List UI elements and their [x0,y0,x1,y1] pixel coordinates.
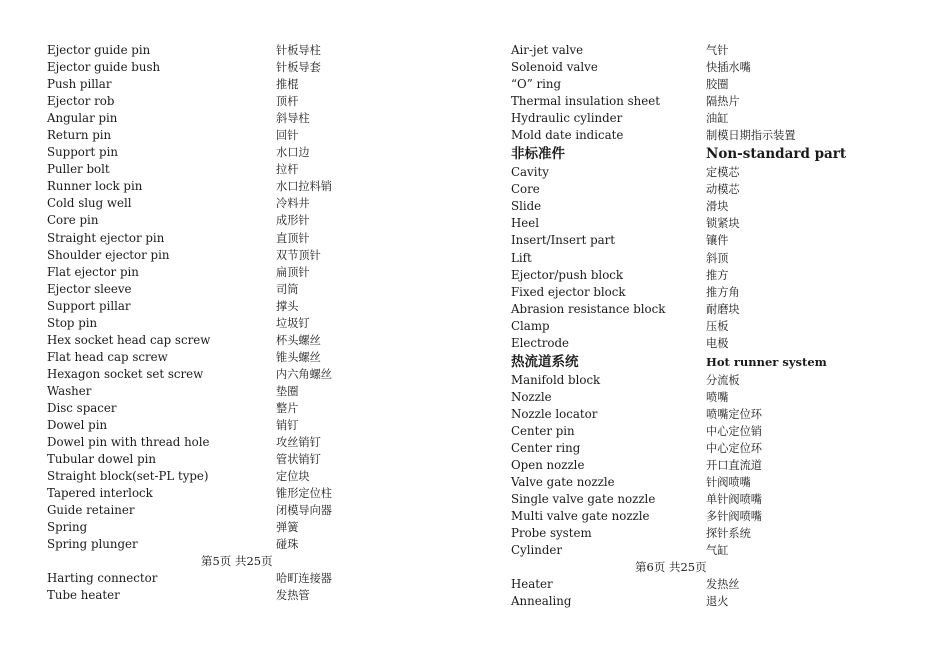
term-chinese: 拉杆 [276,163,299,177]
term-english: Open nozzle [511,458,585,473]
term-chinese: 发热管 [276,589,310,603]
term-row [511,508,931,525]
term-row [511,335,931,352]
term-chinese: 内六角螺丝 [276,367,332,381]
term-chinese: 快插水嘴 [706,61,751,75]
term-row [511,76,931,93]
term-row [511,301,931,318]
term-english: Flat head cap screw [47,349,168,364]
term-chinese: 弹簧 [276,521,299,535]
term-english: Mold date indicate [511,128,624,143]
term-english: Tube heater [47,588,120,603]
term-chinese: 攻丝销钉 [276,436,321,450]
term-english: Washer [47,383,92,398]
term-english: Ejector rob [47,94,115,109]
term-chinese: 直顶针 [276,231,310,245]
term-chinese: 喷嘴 [706,390,729,404]
term-english: Core pin [47,213,99,228]
term-english: Support pin [47,145,118,160]
term-english: Ejector sleeve [47,281,132,296]
term-english: Straight block(set-PL type) [47,469,209,484]
term-chinese: 垫圈 [276,384,299,398]
term-english: Push pillar [47,77,112,92]
term-english: Center pin [511,423,575,438]
term-row [47,417,467,434]
term-english: Spring plunger [47,537,138,552]
term-chinese: 镶件 [706,234,729,248]
term-row [511,440,931,457]
term-chinese: 水口边 [276,146,310,160]
term-row [511,127,931,144]
term-row [511,93,931,110]
term-row [47,195,467,212]
term-row [511,474,931,491]
term-english: Valve gate nozzle [511,475,615,490]
term-english: Runner lock pin [47,179,143,194]
term-row [511,593,931,610]
term-english: Hexagon socket set screw [47,366,204,381]
heading-zh: 非标准件 [511,146,565,163]
section-heading-hot-runner [511,352,931,372]
term-chinese: 气针 [706,44,729,57]
left-page-number: 第5页 共25页 [201,554,273,569]
term-chinese: 锁紧块 [706,217,740,231]
term-chinese: 中心定位销 [706,424,762,438]
term-english: Hydraulic cylinder [511,111,623,126]
term-chinese: 制模日期指示装置 [706,129,796,143]
term-row [511,491,931,508]
heading-en: Non-standard part [706,146,847,163]
term-english: Lift [511,250,532,265]
right-page [511,42,931,610]
term-chinese: 杯头螺丝 [276,333,321,347]
term-row [511,406,931,423]
term-row [511,250,931,267]
term-chinese: 管状销钉 [276,453,321,467]
term-row [47,349,467,366]
term-chinese: 锥形定位柱 [276,487,332,501]
term-english: Straight ejector pin [47,230,165,245]
term-row [47,366,467,383]
term-chinese: 哈町连接器 [276,572,332,586]
term-chinese: 隔热片 [706,95,740,109]
term-english: Guide retainer [47,503,135,518]
term-chinese: 喷嘴定位环 [706,407,762,421]
term-row [511,215,931,232]
term-chinese: 针板导柱 [276,44,321,57]
term-chinese: 探针系统 [706,527,751,541]
term-english: Spring [47,520,88,535]
term-chinese: 动模芯 [706,183,740,197]
term-english: Manifold block [511,372,601,387]
term-row [511,389,931,406]
term-chinese: 单针阀喷嘴 [706,493,762,507]
term-english: Probe system [511,526,592,541]
term-row [47,502,467,519]
term-row [47,570,467,587]
left-rows-top [47,42,467,553]
term-chinese: 司筒 [276,282,299,296]
term-chinese: 推方 [706,268,729,282]
term-row [47,383,467,400]
term-row [511,59,931,76]
term-row [47,93,467,110]
term-english: Hex socket head cap screw [47,332,211,347]
term-row [47,298,467,315]
term-row [47,59,467,76]
right-rows-a [511,42,931,144]
term-row [47,178,467,195]
term-row [47,485,467,502]
term-english: Puller bolt [47,162,110,177]
term-row [47,434,467,451]
term-chinese: 压板 [706,319,729,333]
term-english: Shoulder ejector pin [47,247,170,262]
term-english: “O” ring [511,77,562,92]
term-chinese: 多针阀喷嘴 [706,510,762,524]
right-rows-c [511,372,931,560]
term-chinese: 油缸 [706,112,729,126]
term-english: Return pin [47,128,112,143]
term-row [47,536,467,553]
term-english: Abrasion resistance block [511,301,666,316]
term-row [47,212,467,229]
term-chinese: 发热丝 [706,578,740,592]
term-chinese: 扁顶针 [276,265,310,279]
term-row [511,423,931,440]
term-english: Dowel pin [47,418,108,433]
term-english: Nozzle locator [511,406,598,421]
term-english: Air-jet valve [511,43,584,57]
term-chinese: 碰珠 [276,538,299,552]
term-chinese: 胶圈 [706,78,729,92]
term-row [47,451,467,468]
term-english: Heater [511,577,553,592]
right-page-number: 第6页 共25页 [635,560,707,575]
term-row [47,127,467,144]
term-english: Clamp [511,318,550,333]
term-english: Ejector/push block [511,267,624,282]
term-english: Multi valve gate nozzle [511,509,650,524]
term-english: Dowel pin with thread hole [47,435,210,450]
term-row [47,42,467,59]
term-chinese: 撑头 [276,299,299,313]
term-english: Thermal insulation sheet [511,94,660,109]
term-row [47,587,467,604]
term-english: Center ring [511,440,581,455]
term-english: Single valve gate nozzle [511,492,656,507]
term-chinese: 滑块 [706,200,729,214]
term-chinese: 水口拉料销 [276,180,332,194]
left-page [47,42,467,605]
term-english: Annealing [511,594,572,609]
term-row [47,264,467,281]
term-english: Flat ejector pin [47,264,139,279]
term-row [511,284,931,301]
term-row [511,232,931,249]
left-rows-bottom [47,570,467,604]
term-row [511,372,931,389]
term-chinese: 回针 [276,129,299,143]
term-chinese: 分流板 [706,373,740,387]
term-english: Solenoid valve [511,60,598,75]
term-english: Cold slug well [47,196,132,211]
term-chinese: 定模芯 [706,166,740,180]
term-chinese: 成形针 [276,214,310,228]
term-chinese: 开口直流道 [706,459,762,473]
term-row [47,400,467,417]
term-chinese: 闭模导向器 [276,504,332,518]
term-row [511,457,931,474]
term-english: Insert/Insert part [511,233,616,248]
term-row [47,144,467,161]
term-chinese: 电极 [706,336,729,350]
term-row [47,76,467,93]
right-rows-d [511,576,931,610]
term-row [47,247,467,264]
term-english: Cylinder [511,543,563,558]
term-row [47,519,467,536]
term-english: Stop pin [47,315,98,330]
term-english: Heel [511,216,540,231]
heading-zh: 热流道系统 [511,353,579,370]
term-english: Tapered interlock [47,486,153,501]
term-chinese: 耐磨块 [706,302,740,316]
term-chinese: 冷料井 [276,197,310,211]
term-row [511,164,931,181]
term-chinese: 气缸 [706,544,729,558]
term-english: Fixed ejector block [511,284,626,299]
term-row [511,576,931,593]
term-row [47,315,467,332]
term-row [511,181,931,198]
term-row [47,332,467,349]
term-chinese: 锥头螺丝 [276,350,321,364]
right-rows-b [511,164,931,352]
term-chinese: 双节顶针 [276,248,321,262]
term-english: Ejector guide pin [47,43,151,57]
term-english: Nozzle [511,389,552,404]
term-english: Electrode [511,335,569,350]
term-row [511,267,931,284]
term-chinese: 销钉 [276,419,299,433]
term-chinese: 退火 [706,595,729,609]
term-row [511,318,931,335]
term-chinese: 斜导柱 [276,112,310,126]
term-english: Core [511,182,540,197]
term-chinese: 针板导套 [276,61,321,75]
term-english: Support pillar [47,298,131,313]
term-english: Angular pin [47,111,118,126]
term-english: Cavity [511,165,549,180]
term-english: Ejector guide bush [47,60,161,75]
term-row [47,281,467,298]
term-english: Disc spacer [47,400,117,415]
term-row [511,542,931,559]
term-row [47,468,467,485]
term-row [511,198,931,215]
term-chinese: 推棍 [276,78,299,92]
term-chinese: 顶杆 [276,95,299,109]
term-chinese: 推方角 [706,285,740,299]
term-chinese: 定位块 [276,470,310,484]
term-row [47,110,467,127]
term-chinese: 整片 [276,401,299,415]
heading-en: Hot runner system [706,354,827,369]
term-chinese: 中心定位环 [706,441,762,455]
section-heading-non-standard [511,144,931,164]
term-row [47,161,467,178]
term-row [511,525,931,542]
term-english: Harting connector [47,571,158,586]
term-chinese: 垃圾钉 [276,316,310,330]
term-chinese: 针阀喷嘴 [706,476,751,490]
term-row [47,230,467,247]
term-row [511,110,931,127]
term-chinese: 斜顶 [706,251,729,265]
term-row [511,42,931,59]
term-english: Tubular dowel pin [47,452,156,467]
term-english: Slide [511,199,542,214]
